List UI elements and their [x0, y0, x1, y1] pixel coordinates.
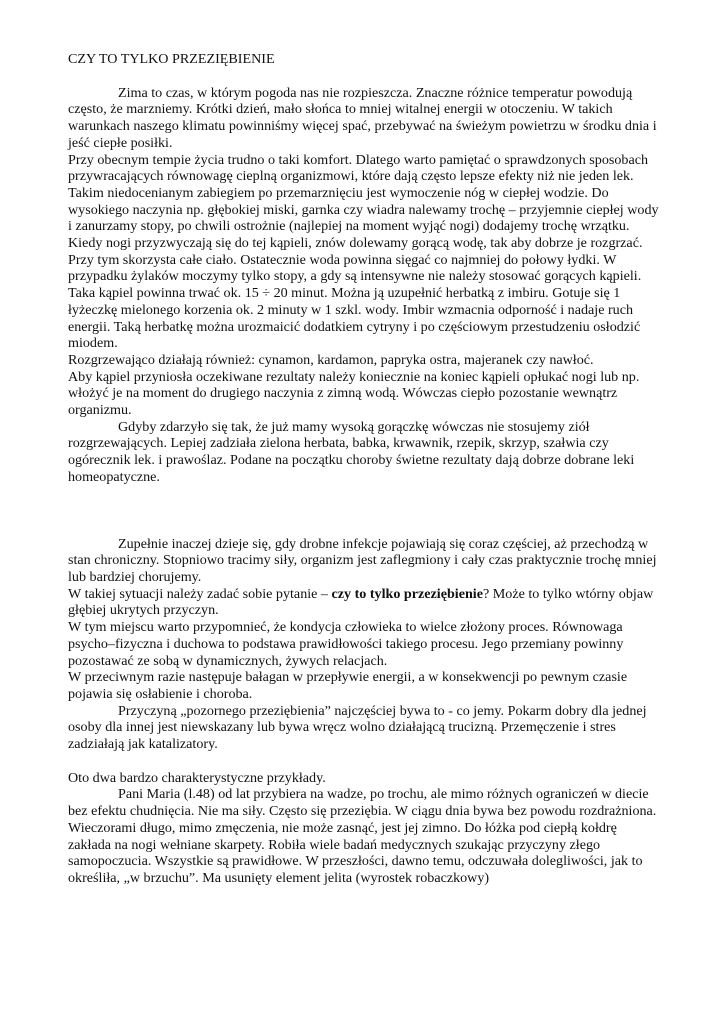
paragraph: Takim niedocenianym zabiegiem po przemarznięciu jest wymoczenie nóg w ciepłej wodzie. Do wysokiego naczynia np. głębokiej miski, garnka czy wiadra nalewamy trochę – przyjemnie ciepłej wody i zanurzamy stopy, po chwili ostrożnie (najlepiej na moment wyjąć nogi) dodajemy trochę wrzątku. Kiedy nogi przyzwyczają się do tej kąpieli, znów dolewamy gorącą wodę, tak aby dobrze je rozgrzać. Przy tym skorzysta całe ciało. Ostatecznie woda powinna sięgać co najmniej do połowy łydki. W przypadku żylaków moczymy tylko stopy, a gdy są intensywne nie należy stosować gorących kąpieli.: [68, 184, 659, 285]
emphasis-text: czy to tylko przeziębienie: [331, 585, 483, 602]
paragraph: W tym miejscu warto przypomnieć, że kondycja człowieka to wielce złożony proces. Równowaga psycho–fizyczna i duchowa to podstawa prawidłowości takiego procesu. Jego przemiany powinny pozostawać ze sobą w dynamicznych, żywych relacjach.: [68, 619, 624, 669]
paragraph: W przeciwnym razie następuje bałagan w przepływie energii, a w konsekwencji po pewnym czasie pojawia się osłabienie i choroba.: [68, 669, 628, 702]
paragraph: Gdyby zdarzyło się tak, że już mamy wysoką gorączkę wówczas nie stosujemy ziół rozgrzewających. Lepiej zadziała zielona herbata, babka, krwawnik, rzepik, skrzyp, szałwia czy ogórecznik lek. i prawoślaz. Podane na początku choroby świetne rezultaty dają dobrze dobrane leki homeopatyczne.: [68, 418, 635, 485]
paragraph: Zima to czas, w którym pogoda nas nie rozpieszcza. Znaczne różnice temperatur powodują często, że marzniemy. Krótki dzień, mało słońca to mniej witalnej energii w otoczeniu. W takich warunkach naszego klimatu powinniśmy więcej spać, przebywać na świeżym powietrzu w środku dnia i jeść ciepłe posiłki.: [68, 84, 657, 151]
section-gap: [68, 486, 660, 536]
section-gap: [68, 753, 660, 770]
paragraph: Zupełnie inaczej dzieje się, gdy drobne infekcje pojawiają się coraz częściej, aż przechodzą w stan chroniczny. Stopniowo tracimy siły, organizm jest zaflegmiony i cały czas praktycznie trochę mniej lub bardziej chorujemy.: [68, 535, 657, 585]
paragraph-text: W takiej sytuacji należy zadać sobie pytanie –: [68, 585, 332, 602]
paragraph: Przyczyną „pozornego przeziębienia” najczęściej bywa to - co jemy. Pokarm dobry dla jednej osoby dla innej jest niewskazany lub bywa wręcz wolno działającą trucizną. Przemęczenie i stres zadziałają jak katalizatory.: [68, 702, 647, 753]
paragraph: Aby kąpiel przyniosła oczekiwane rezultaty należy koniecznie na koniec kąpieli opłukać nogi lub np. włożyć je na moment do drugiego naczynia z zimną wodą. Wówczas ciepło pozostanie wewnątrz organizmu.: [68, 368, 640, 419]
paragraph: Oto dwa bardzo charakterystyczne przykłady.: [68, 769, 326, 786]
document-page: [68, 51, 660, 887]
paragraph: Taka kąpiel powinna trwać ok. 15 ÷ 20 minut. Można ją uzupełnić herbatką z imbiru. Gotuje się 1 łyżeczkę mielonego korzenia ok. 2 minuty w 1 szkl. wody. Imbir wzmacnia odporność i nadaje ruch energii. Taką herbatkę można urozmaicić dodatkiem cytryny i po częściowym przestudzeniu osłodzić miodem.: [68, 285, 641, 352]
paragraph: Rozgrzewająco działają również: cynamon, kardamon, papryka ostra, majeranek czy nawłoć.: [68, 351, 594, 368]
paragraph: Pani Maria (l.48) od lat przybiera na wadze, po trochu, ale mimo różnych ograniczeń w diecie bez efektu chudnięcia. Nie ma siły. Często się przeziębia. W ciągu dnia bywa bez powodu rozdrażniona. Wieczorami długo, mimo zmęczenia, nie może zasnąć, jest jej zimno. Do łóżka pod ciepłą kołdrę zakłada na nogi wełniane skarpety. Robiła wiele badań medycznych szukając przyczyny złego samopoczucia. Wszystkie są prawidłowe. W przeszłości, dawno temu, odczuwała dolegliwości, jak to określiła, „w brzuchu”. Ma usunięty element jelita (wyrostek robaczkowy): [68, 786, 657, 886]
paragraph: Przy obecnym tempie życia trudno o taki komfort. Dlatego warto pamiętać o sprawdzonych sposobach przywracających równowagę cieplną organizmowi, które dają często lepsze efekty niż nie jeden lek.: [68, 151, 649, 185]
paragraph-with-emphasis: [68, 586, 660, 619]
document-title: CZY TO TYLKO PRZEZIĘBIENIE: [68, 51, 275, 67]
paragraph-text: ? Może to tylko wtórny objaw głębiej ukrytych przyczyn.: [68, 585, 654, 619]
